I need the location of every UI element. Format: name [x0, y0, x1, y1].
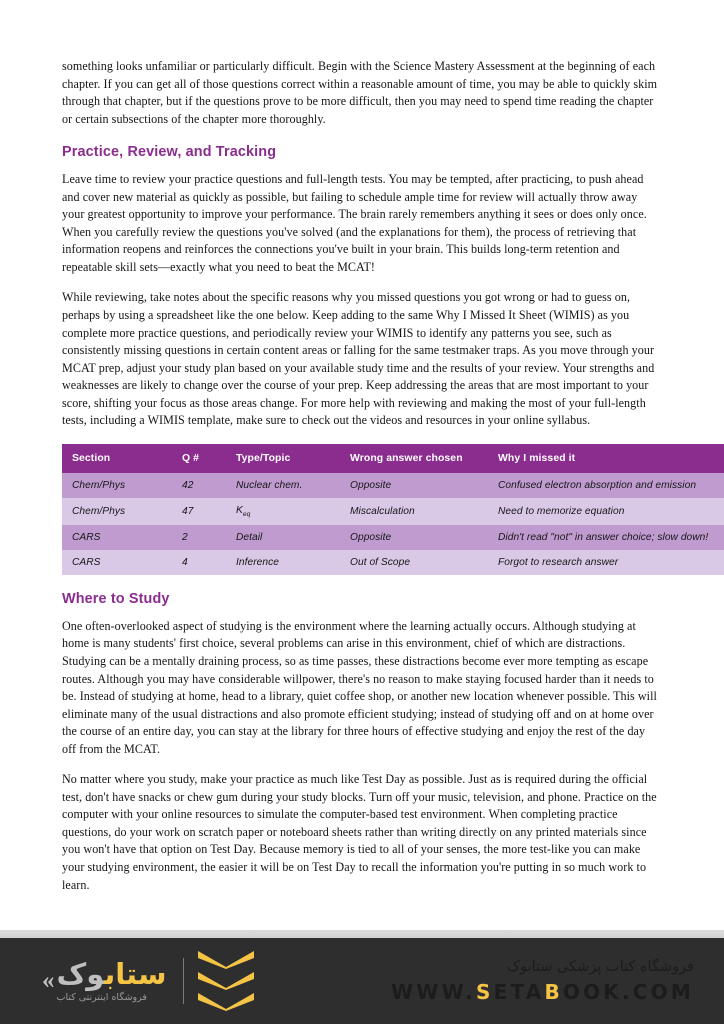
- chevron-stack-icon: [198, 951, 254, 1011]
- wimis-table-body: [62, 473, 724, 575]
- cell-why-missed: Forgot to research answer: [488, 550, 724, 575]
- column-header-wrong-answer: Wrong answer chosen: [340, 444, 488, 473]
- chevron-down-icon: [198, 972, 254, 990]
- setabook-logo[interactable]: [42, 951, 254, 1011]
- cell-why-missed: Didn't read "not" in answer choice; slow down!: [488, 525, 724, 550]
- url-segment-ook-com: OOK.COM: [562, 979, 694, 1004]
- logo-wordmark-block: [57, 959, 167, 1002]
- cell-qnum: 42: [172, 473, 226, 498]
- cell-why-missed: Confused electron absorption and emission: [488, 473, 724, 498]
- paragraph-practice-1: Leave time to review your practice questions and full-length tests. You may be tempted, after practicing, to push ahead and cover new material as quickly as possible, but failing to schedule ample time for review will actually throw away your greatest opportunity to improve your performance. The brain rarely remembers anything it sees or does only once. When you carefully review the questions you've solved (and the explanations for them), the process of retrieving that information reopens and reinforces the connections you've built in your brain. This builds long-term retention and repeatable skill sets—exactly what you need to beat the MCAT!: [62, 172, 647, 274]
- cell-qnum: 47: [172, 498, 226, 525]
- wimis-table-head: [62, 444, 724, 473]
- logo-wordmark-gray: وک: [56, 957, 105, 992]
- cell-type-topic: Detail: [226, 525, 340, 550]
- url-segment-www: WWW.: [391, 979, 476, 1004]
- table-row: [62, 550, 724, 575]
- wimis-table: [62, 444, 724, 575]
- column-header-type-topic: Type/Topic: [226, 444, 340, 473]
- column-header-section: Section: [62, 444, 172, 473]
- column-header-qnum: Q #: [172, 444, 226, 473]
- url-letter-s: S: [476, 979, 494, 1004]
- cell-type-topic: Nuclear chem.: [226, 473, 340, 498]
- footer-website-url[interactable]: [391, 980, 694, 1004]
- cell-wrong-answer: Opposite: [340, 525, 488, 550]
- chevron-down-icon: [198, 993, 254, 1011]
- footer-banner: [0, 930, 724, 1024]
- logo-wordmark-text: [56, 957, 167, 992]
- footer-content: [0, 938, 724, 1024]
- cell-type-subscript: eq: [242, 510, 251, 518]
- url-letter-b: B: [544, 979, 563, 1004]
- paragraph-practice-2: While reviewing, take notes about the specific reasons why you missed questions you got wrong or had to guess on, perhaps by using a spreadsheet like the one below. Keep adding to the same Why I Missed It Sheet (WIMIS) as you complete more practice questions, and periodically review your WIMIS to identify any patterns you see, such as consistently missing questions in certain content areas or falling for the same testmaker traps. As you move through your MCAT prep, adjust your study plan based on your available study time and the results of your review. Your strengths and weaknesses are likely to change over the course of your prep. Keep addressing the areas that are most important to your score, shifting your focus as those areas change. For more help with reviewing and making the most of your full-length tests, including a WIMIS template, make sure to check out the videos and resources in your online syllabus.: [62, 290, 655, 428]
- column-header-why-missed: Why I missed it: [488, 444, 724, 473]
- table-row: [62, 498, 724, 525]
- table-row: [62, 473, 724, 498]
- logo-subtitle: فروشگاه اینترنتی کتاب: [56, 991, 147, 1003]
- cell-section: CARS: [62, 525, 172, 550]
- cell-type-topic: [226, 498, 340, 525]
- chevron-down-icon: [198, 951, 254, 969]
- double-chevron-left-icon: «: [42, 967, 55, 994]
- table-row: [62, 525, 724, 550]
- cell-section: CARS: [62, 550, 172, 575]
- paragraph-continuation: something looks unfamiliar or particularly difficult. Begin with the Science Mastery Assessment at the beginning of each chapter. If you can get all of those questions correct within a reasonable amount of time, you may be able to quickly skim through that chapter, but if the questions prove to be more difficult, then you may need to spend time reading the chapter or certain subsections of the chapter more thoroughly.: [62, 59, 658, 126]
- heading-practice-review-tracking: Practice, Review, and Tracking: [62, 144, 277, 161]
- footer-top-divider: [0, 930, 724, 938]
- cell-section: Chem/Phys: [62, 498, 172, 525]
- url-segment-eta: ETA: [493, 979, 545, 1004]
- cell-type-topic: Inference: [226, 550, 340, 575]
- table-header-row: [62, 444, 724, 473]
- paragraph-where-2: No matter where you study, make your practice as much like Test Day as possible. Just as is required during the official test, don't have snacks or chew gum during your study blocks. Turn off your music, television, and phone. Practice on the computer with your online resources to simulate the computer-based test environment. When completing practice questions, do your work on scratch paper or noteboard sheets rather than writing directly on any printed materials since you won't have that option on Test Day. Because memory is tied to all of your senses, the more test-like you can make your studying environment, the easier it will be on Test Day to recall the information you're putting in so much work to learn.: [62, 772, 657, 892]
- cell-qnum: 4: [172, 550, 226, 575]
- paragraph-where-1: One often-overlooked aspect of studying is the environment where the learning actually occurs. Although studying at home is many students' first choice, several problems can arise in this environment, chief of which are distractions. Studying can be a mentally draining process, so as time passes, these distractions become ever more tempting as escape routes. Although you may have considerable willpower, there's no reason to make staying focused harder than it needs to be. Instead of studying at home, head to a library, quiet coffee shop, or another new location whenever possible. This will eliminate many of the usual distractions and also promote efficient studying; instead of studying off and on at home over the course of an entire day, you can stay at the library for three hours of effective studying and enjoy the rest of the day off from the MCAT.: [62, 618, 657, 756]
- wimis-table-container: [62, 444, 709, 575]
- heading-where-to-study: Where to Study: [62, 590, 170, 607]
- cell-wrong-answer: Out of Scope: [340, 550, 488, 575]
- cell-type-base: K: [236, 504, 243, 516]
- footer-persian-tagline: فروشگاه کتاب پزشکی ستابوک: [506, 958, 694, 975]
- footer-text-block: [391, 959, 694, 1004]
- logo-wordmark-gold: ستاب: [104, 957, 167, 992]
- cell-qnum: 2: [172, 525, 226, 550]
- logo-divider: [183, 958, 184, 1004]
- cell-wrong-answer: Opposite: [340, 473, 488, 498]
- cell-wrong-answer: Miscalculation: [340, 498, 488, 525]
- cell-why-missed: Need to memorize equation: [488, 498, 724, 525]
- cell-section: Chem/Phys: [62, 473, 172, 498]
